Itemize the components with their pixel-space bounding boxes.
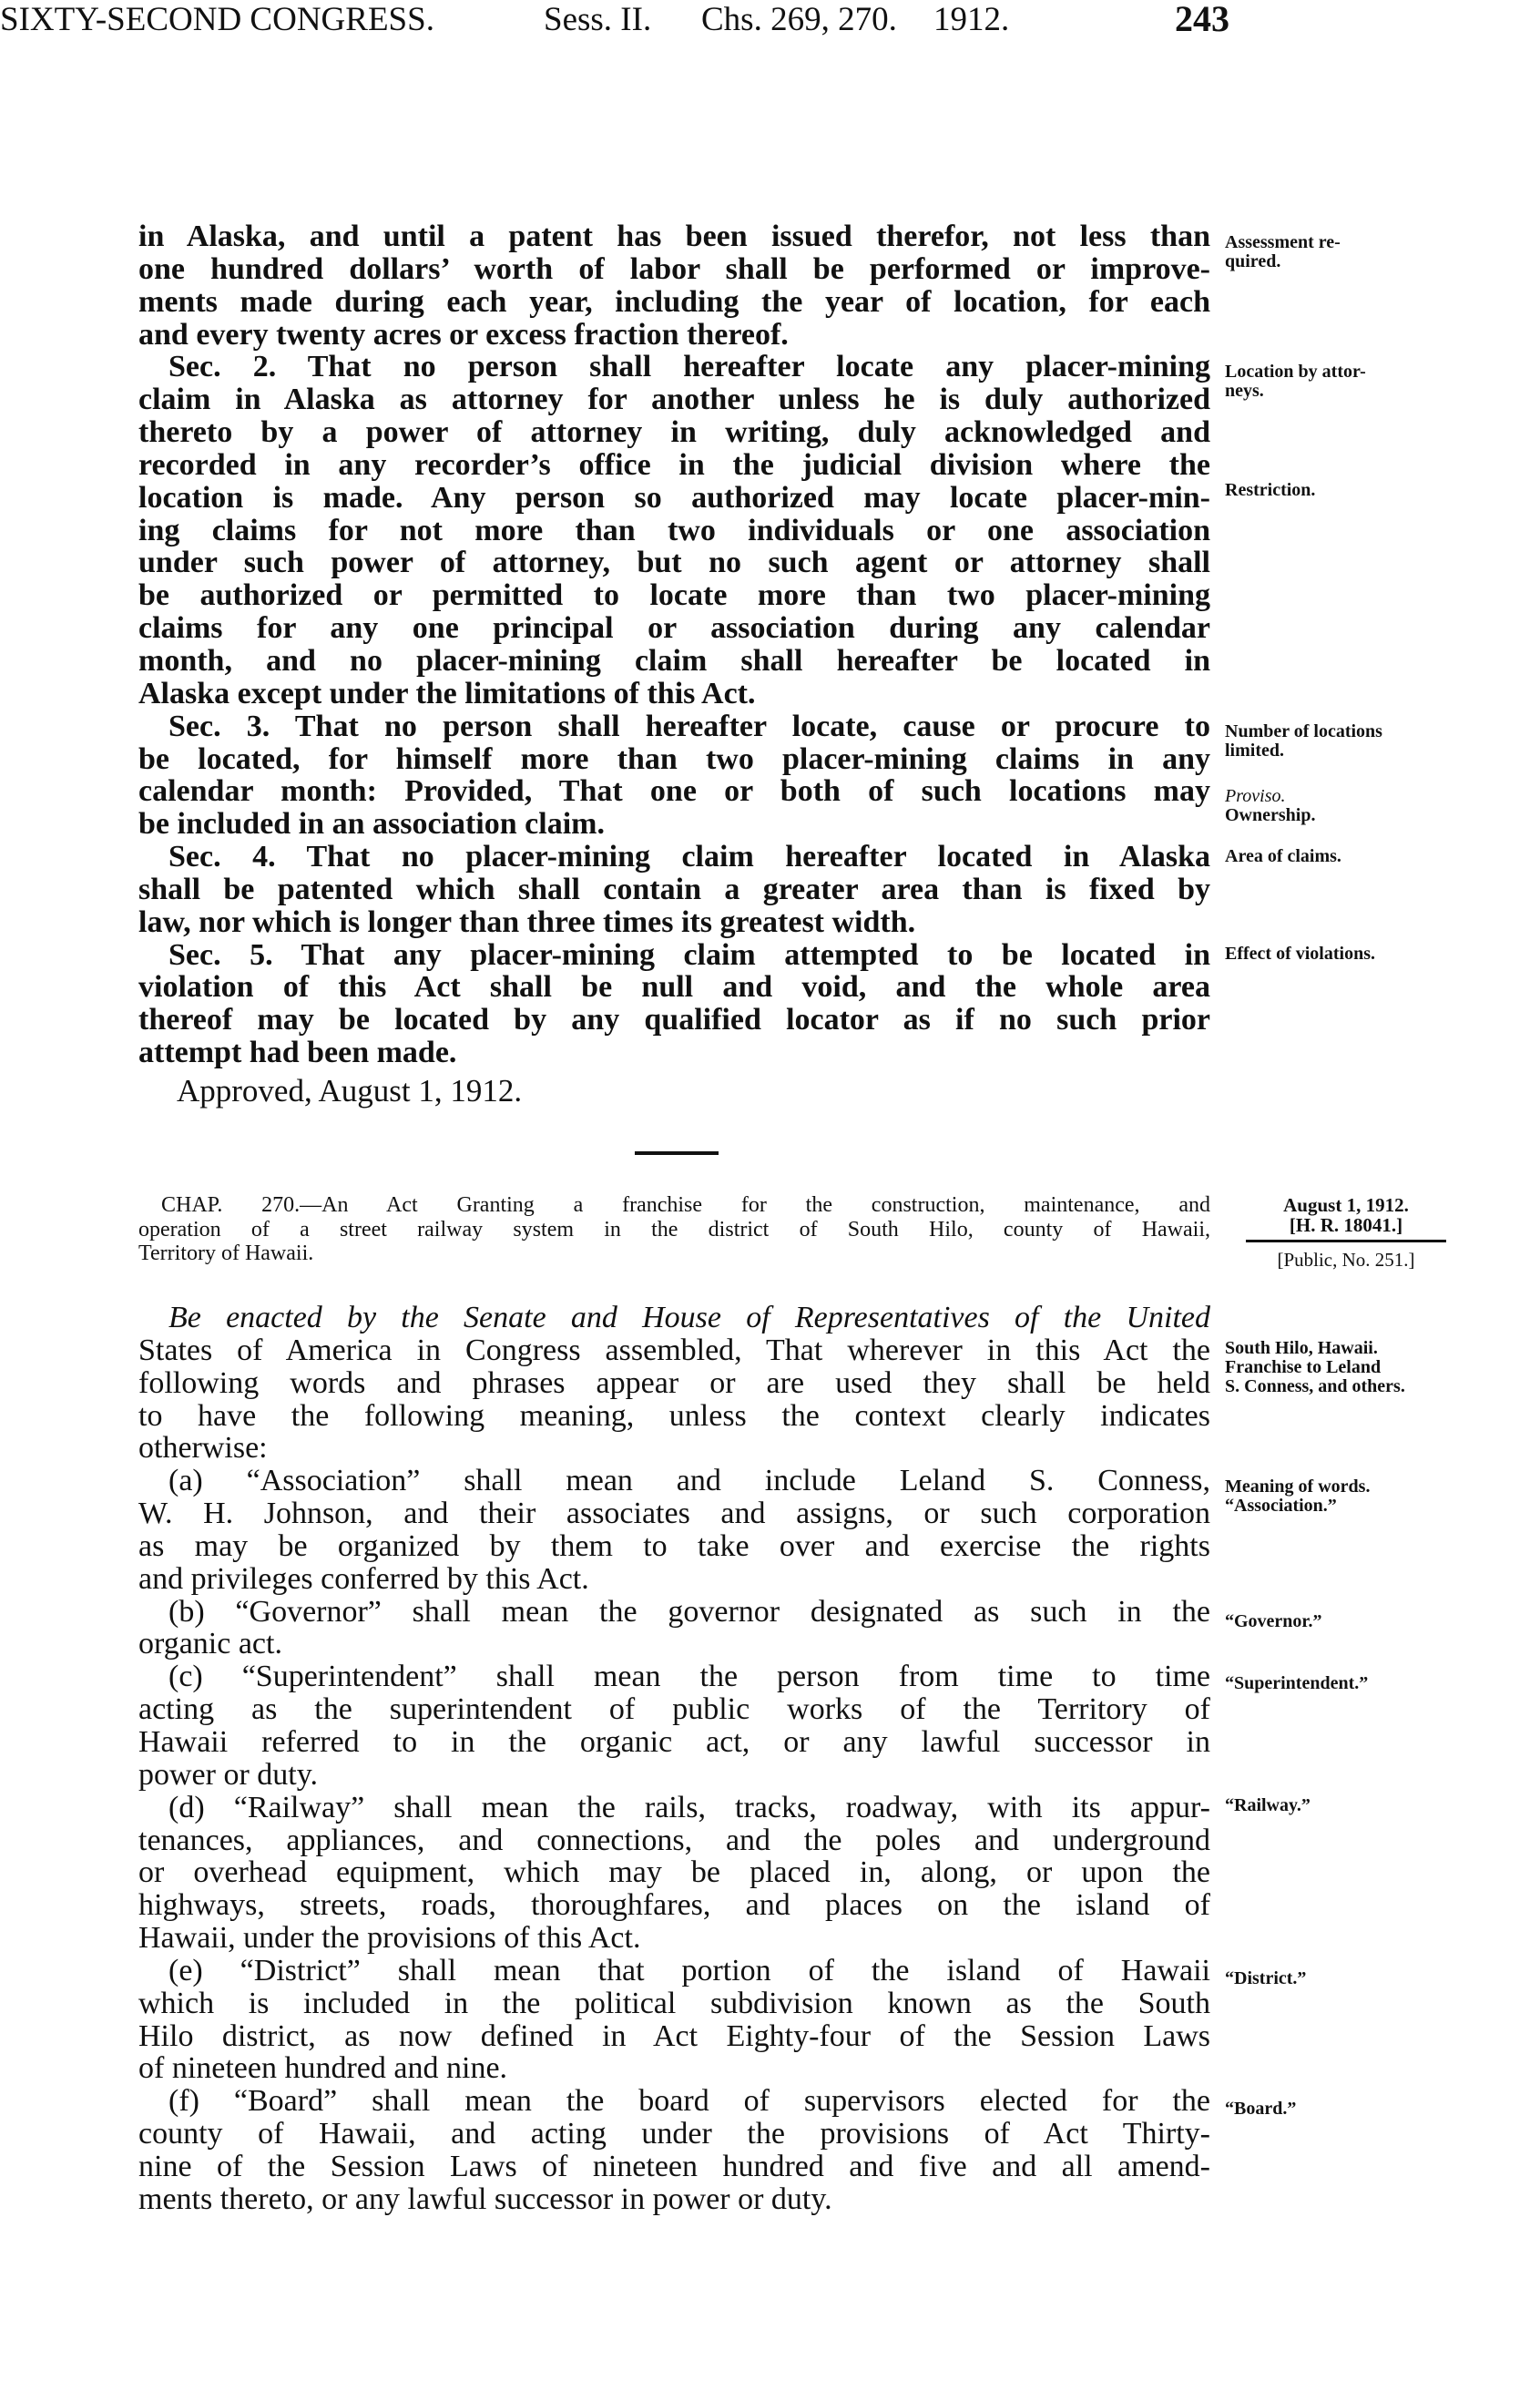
paragraph [138,939,1210,1069]
bill-info [1246,1195,1446,1270]
text-line: ing claims for not more than two individuals or one association [138,513,1210,547]
margin-note [1225,233,1453,271]
text-line: organic act. [138,1627,282,1661]
margin-note [1225,1477,1453,1516]
margin-note [1225,1796,1453,1815]
running-title: SIXTY-SECOND CONGRESS. [0,1,434,38]
text-line: otherwise: [138,1431,268,1466]
text-line: of nineteen hundred and nine. [138,2051,508,2086]
text-line: (a) “Association” shall mean and include Leland S. Conness, [168,1464,1210,1498]
approval-date: August 1, 1912. [1283,1194,1409,1216]
margin-note-line: Assessment re- [1225,232,1341,252]
text-line: which is included in the political subdivision known as the South [138,1986,1210,2020]
margin-note-line: “Governor.” [1225,1611,1322,1631]
margin-note-line: “Board.” [1225,2099,1297,2119]
text-line: Alaska except under the limitations of this Act. [138,676,756,710]
bill-info-rule [1246,1240,1446,1242]
text-line: in Alaska, and until a patent has been issued therefor, not less than [138,220,1210,253]
text-line: (c) “Superintendent” shall mean the person from time to time [168,1660,1210,1694]
text-line: Hilo district, as now defined in Act Eighty-four of the Session Laws [138,2018,1210,2053]
text-line: following words and phrases appear or are used they shall be held [138,1365,1210,1400]
margin-note [1225,363,1453,401]
text-line: acting as the superintendent of public works of the Territory of [138,1692,1210,1727]
margin-note [1225,847,1453,866]
text-line: Sec. 2. That no person shall hereafter locate any placer-mining [168,350,1210,384]
text-line: Sec. 5. That any placer-mining claim attempted to be located in [168,937,1210,972]
text-line: as may be organized by them to take over and exercise the rights [138,1528,1210,1563]
text-line: tenances, appliances, and connections, and the poles and underground [138,1823,1210,1857]
text-line: be included in an association claim. [138,807,605,842]
margin-note-line: Effect of violations. [1225,944,1375,964]
margin-note-line: Meaning of words. [1225,1476,1371,1497]
margin-note-line: “Superintendent.” [1225,1673,1369,1693]
text-line: (b) “Governor” shall mean the governor designated as such in the [168,1594,1210,1629]
running-header [0,0,1311,40]
margin-note [1225,1674,1453,1693]
margin-note-line: Proviso. [1225,786,1286,806]
text-line: or overhead equipment, which may be placed in, along, or upon the [138,1855,1210,1890]
text-line: (f) “Board” shall mean the board of supervisors elected for the [168,2084,1210,2119]
margin-note-line: Ownership. [1225,805,1316,825]
paragraph [138,351,1210,710]
margin-note-line: Location by attor- [1225,362,1366,382]
text-line: county of Hawaii, and acting under the provisions of Act Thirty- [138,2117,1210,2151]
text-line: Hawaii referred to in the organic act, or any lawful successor in [138,1724,1210,1759]
text-line: to have the following meaning, unless the context clearly indicates [138,1398,1210,1433]
bill-number: [H. R. 18041.] [1289,1214,1403,1236]
paragraph [138,1465,1210,1595]
margin-note-line: S. Conness, and others. [1225,1376,1405,1396]
chapter-270-text [138,1302,1210,2216]
margin-note-line: quired. [1225,251,1281,271]
text-line: thereof may be located by any qualified locator as if no such prior [138,1003,1210,1037]
text-line: one hundred dollars’ worth of labor shall be performed or improve- [138,251,1210,286]
year-label: 1912. [933,1,1010,38]
margin-note [1225,722,1453,761]
public-law-number: [Public, No. 251.] [1277,1249,1415,1271]
paragraph [138,1596,1210,1661]
chapter-270-heading [138,1193,1210,1266]
margin-note-line: limited. [1225,741,1284,761]
text-line: month, and no placer-mining claim shall hereafter be located in [138,643,1210,678]
margin-note-line: “District.” [1225,1968,1307,1988]
text-line: location is made. Any person so authorized may locate placer-min- [138,480,1210,515]
text-line: ments thereto, or any lawful successor in power or duty. [138,2182,832,2216]
margin-note-line: Area of claims. [1225,846,1341,866]
margin-note-line: Franchise to Leland [1225,1357,1382,1377]
margin-note [1225,787,1453,825]
chapter-heading-line: CHAP. 270.—An Act Granting a franchise for the construction, maintenance, and [161,1193,1210,1217]
text-line: under such power of attorney, but no such agent or attorney shall [138,546,1210,580]
chapter-269-text [138,220,1210,1069]
text-line: Hawaii, under the provisions of this Act. [138,1921,641,1956]
paragraph [138,2085,1210,2215]
text-line: and privileges conferred by this Act. [138,1561,589,1596]
text-line: Be enacted by the Senate and House of Representatives of the United [168,1301,1210,1334]
margin-note-line: South Hilo, Hawaii. [1225,1338,1378,1358]
text-line: (e) “District” shall mean that portion of the island of Hawaii [168,1953,1210,1987]
margin-note [1225,1969,1453,1988]
text-line: Sec. 3. That no person shall hereafter locate, cause or procure to [168,709,1210,743]
text-line: Sec. 4. That no placer-mining claim hereafter located in Alaska [168,840,1210,874]
section-divider [635,1151,719,1155]
paragraph [138,1955,1210,2085]
chapter-heading-line: Territory of Hawaii. [138,1241,314,1265]
paragraph [138,1660,1210,1791]
text-line: thereto by a power of attorney in writing, duly acknowledged and [138,415,1210,450]
page-number: 243 [1175,0,1229,39]
text-line: power or duty. [138,1757,319,1792]
margin-note [1225,945,1453,964]
text-line: shall be patented which shall contain a greater area than is fixed by [138,872,1210,906]
text-line: be located, for himself more than two placer-mining claims in any [138,741,1210,776]
text-line: ments made during each year, including the year of location, for each [138,284,1210,319]
margin-note-line: Restriction. [1225,480,1316,500]
paragraph [138,710,1210,841]
paragraph [138,220,1210,351]
paragraph [138,841,1210,939]
text-line: law, nor which is longer than three times its greatest width. [138,904,916,939]
text-line: attempt had been made. [138,1036,457,1070]
margin-note-line: “Association.” [1225,1496,1337,1516]
margin-note [1225,1612,1453,1631]
text-line: States of America in Congress assembled, That wherever in this Act the [138,1333,1210,1367]
text-line: nine of the Session Laws of nineteen hundred and five and all amend- [138,2149,1210,2183]
text-line: W. H. Johnson, and their associates and assigns, or such corporation [138,1497,1210,1531]
margin-note [1225,1339,1453,1396]
text-line: (d) “Railway” shall mean the rails, tracks, roadway, with its appur- [168,1790,1210,1824]
margin-note [1225,2100,1453,2119]
text-line: highways, streets, roads, thoroughfares, and places on the island of [138,1888,1210,1923]
text-line: claims for any one principal or association during any calendar [138,611,1210,646]
paragraph [138,1302,1210,1465]
margin-note [1225,481,1453,500]
text-line: violation of this Act shall be null and void, and the whole area [138,970,1210,1005]
chapter-heading-line: operation of a street railway system in the district of South Hilo, county of Hawaii, [138,1217,1210,1241]
text-line: calendar month: Provided, That one or both of such locations may [138,774,1210,809]
margin-note-line: neys. [1225,381,1264,401]
text-line: claim in Alaska as attorney for another unless he is duly authorized [138,383,1210,417]
session-label: Sess. II. [544,1,652,38]
approval-line: Approved, August 1, 1912. [177,1073,523,1109]
paragraph [138,1792,1210,1955]
text-line: and every twenty acres or excess fraction thereof. [138,317,789,352]
text-line: recorded in any recorder’s office in the judicial division where the [138,447,1210,482]
margin-note-line: “Railway.” [1225,1795,1311,1815]
text-line: be authorized or permitted to locate more than two placer-mining [138,578,1210,613]
margin-note-line: Number of locations [1225,721,1382,741]
chapters-label: Chs. 269, 270. [701,1,897,38]
